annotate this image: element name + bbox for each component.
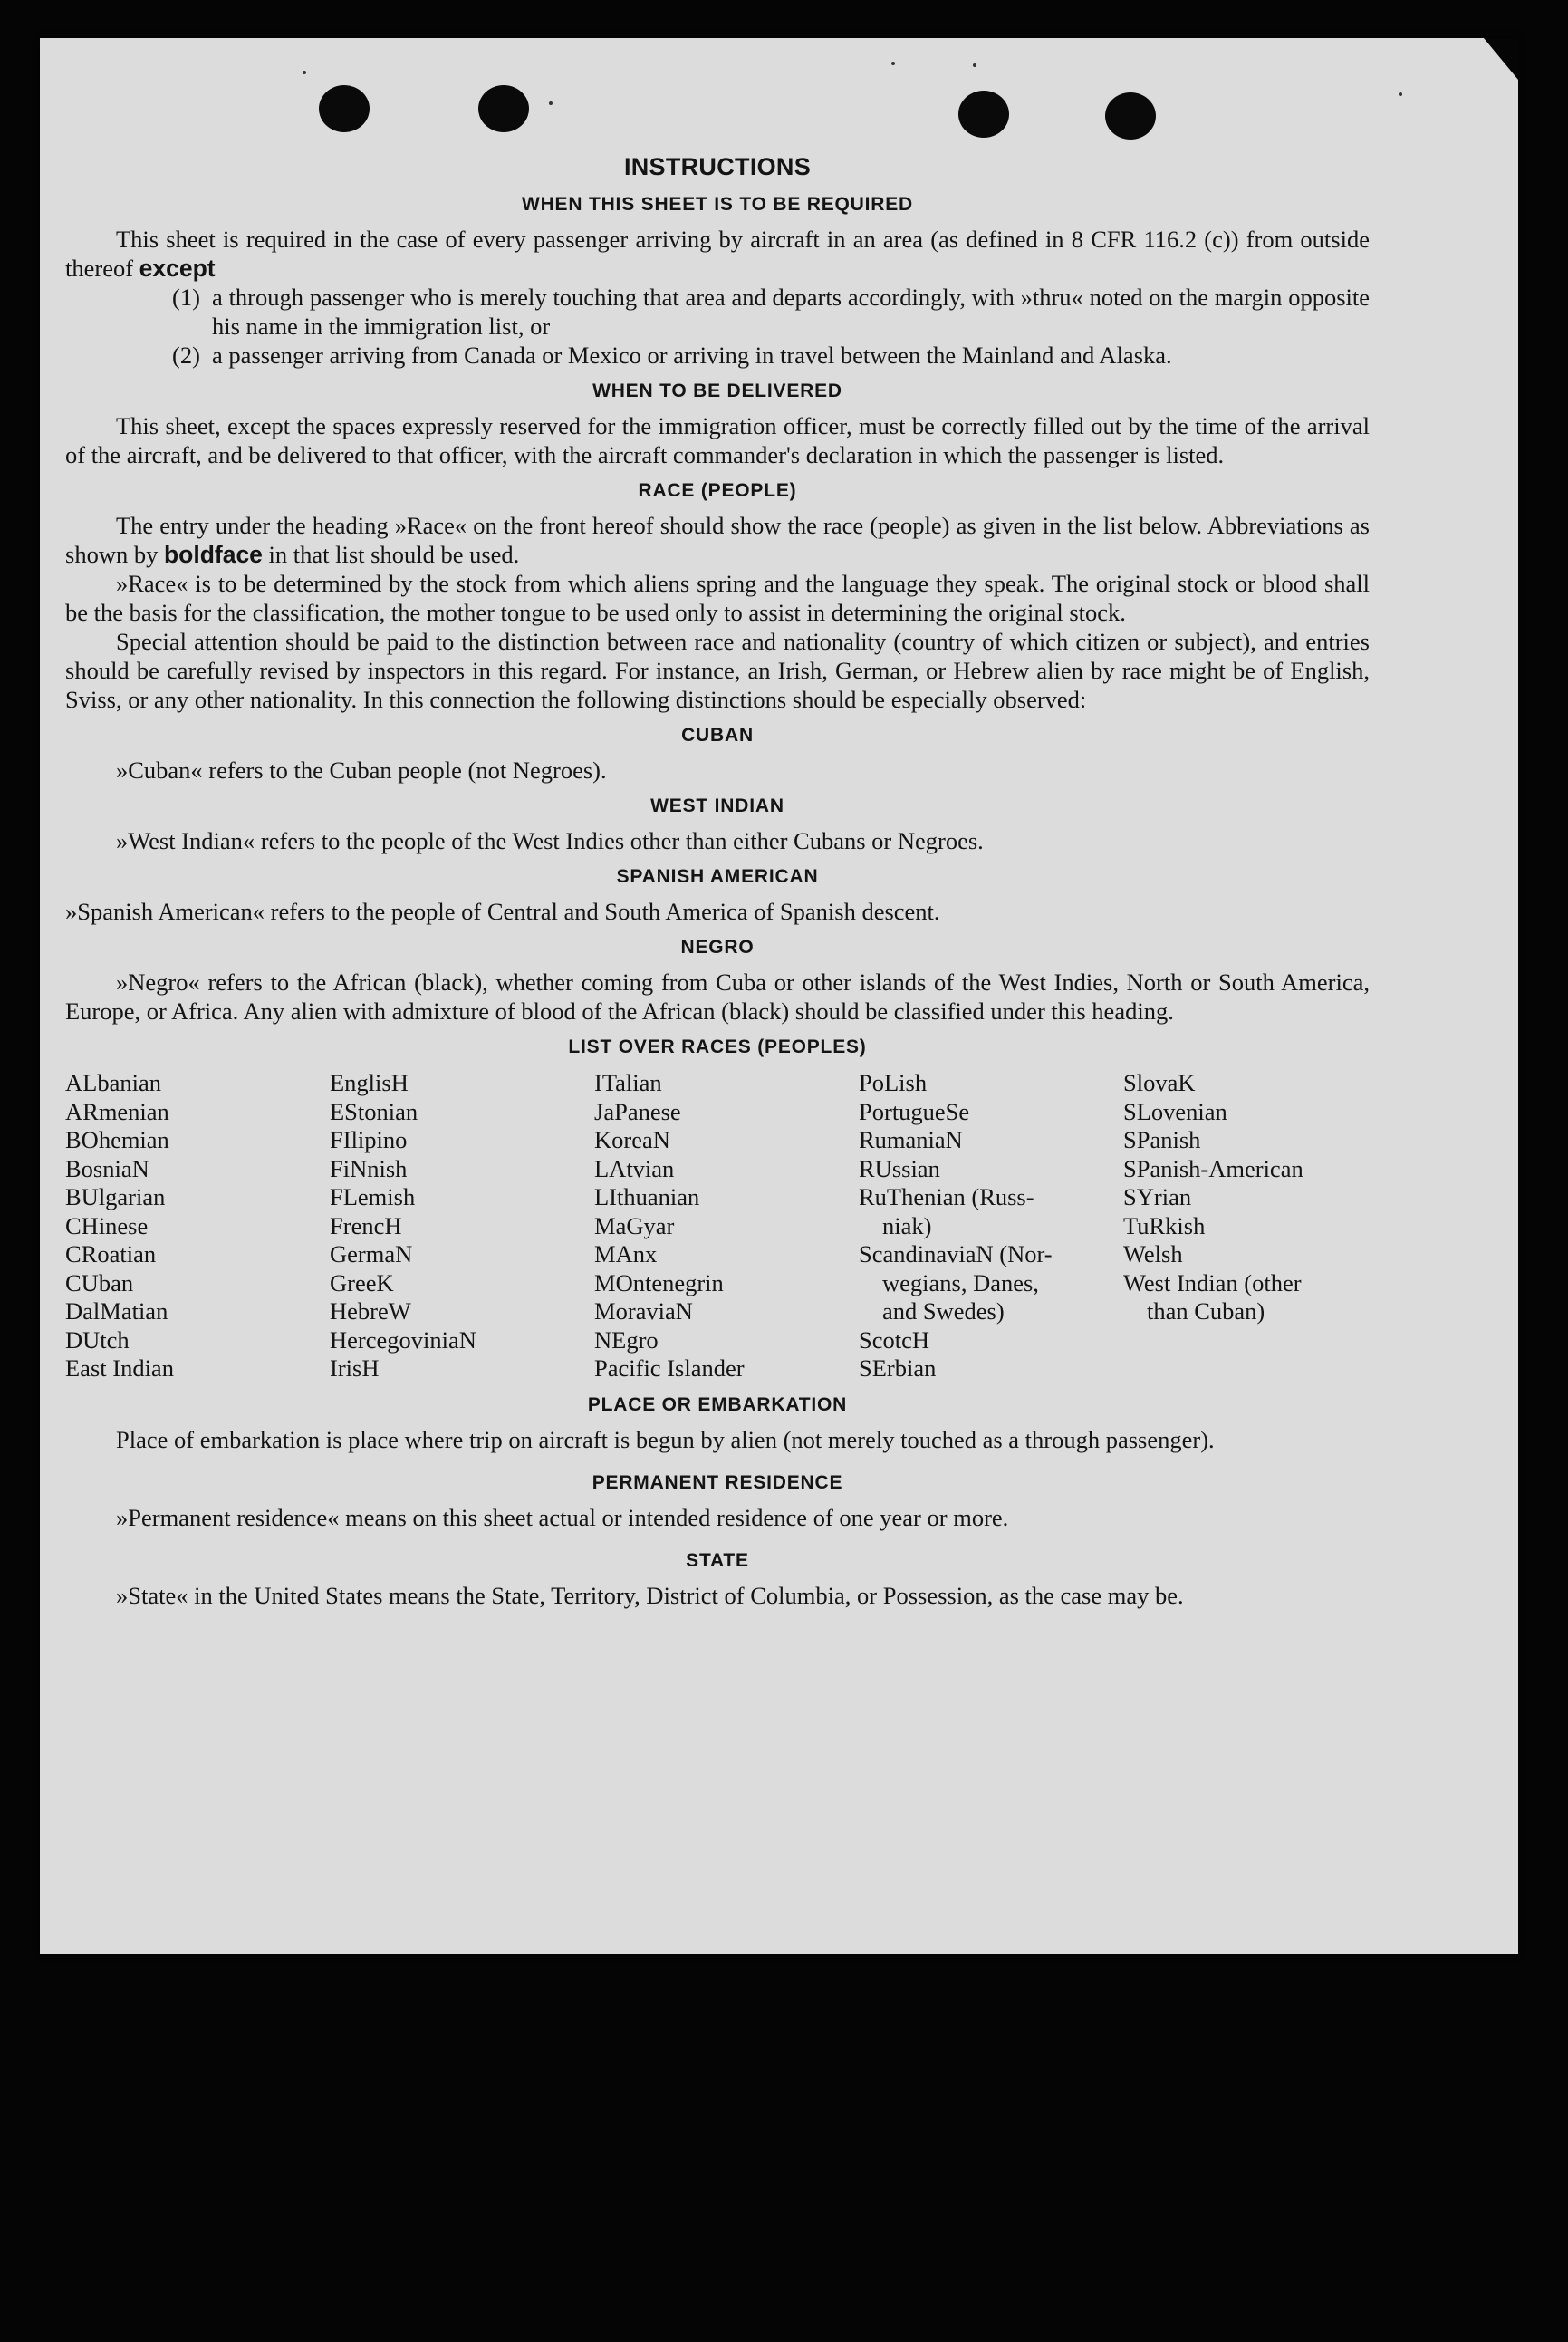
boldface-keyword: boldface bbox=[163, 541, 263, 568]
race-entry: DUtch bbox=[65, 1325, 130, 1354]
west-indian-text: »West Indian« refers to the people of the West Indies other than either Cubans or Negroes. bbox=[116, 827, 984, 854]
race-entry: SYrian bbox=[1123, 1183, 1192, 1210]
race-entry: SPanish bbox=[1123, 1126, 1201, 1153]
race-entry: MAnx bbox=[594, 1240, 658, 1267]
race-entry: FLemish bbox=[330, 1183, 416, 1210]
negro-text: »Negro« refers to the African (black), whether coming from Cuba or other islands of the West Indies, North or South America, Europe, or Africa. Any alien with admixture of blood of the African (black) should be classified under this heading. bbox=[65, 969, 1370, 1025]
race-entry: PortugueSe bbox=[859, 1097, 970, 1125]
race-entry-continued: niak) bbox=[882, 1211, 932, 1239]
race-entry: RUssian bbox=[859, 1154, 940, 1182]
dust-speck bbox=[549, 101, 553, 105]
race-list bbox=[65, 1069, 1370, 1383]
exception-2: a passenger arriving from Canada or Mexico or arriving in travel between the Mainland and Alaska. bbox=[212, 342, 1172, 369]
heading-cuban: CUBAN bbox=[681, 725, 754, 746]
race-entry: Welsh bbox=[1123, 1240, 1183, 1267]
race-entry: ScandinaviaN (Nor- bbox=[859, 1240, 1053, 1267]
race-entry: LAtvian bbox=[594, 1154, 675, 1182]
heading-race-list: LIST OVER RACES (PEOPLES) bbox=[568, 1036, 867, 1057]
state-text: »State« in the United States means the State, Territory, District of Columbia, or Possession, as the case may be. bbox=[116, 1581, 1184, 1609]
dust-speck bbox=[303, 71, 306, 74]
race-entry: EStonian bbox=[330, 1097, 418, 1125]
race-column-1 bbox=[65, 1069, 330, 1383]
race-entry: GermaN bbox=[330, 1240, 413, 1267]
heading-west-indian: WEST INDIAN bbox=[650, 795, 784, 816]
race-entry: CHinese bbox=[65, 1211, 149, 1239]
punch-hole-4 bbox=[1105, 92, 1156, 140]
race-column-4 bbox=[859, 1069, 1123, 1383]
race-entry: LIthuanian bbox=[594, 1183, 700, 1210]
race-entry: MoraviaN bbox=[594, 1297, 693, 1325]
race-entry: EnglisH bbox=[330, 1069, 409, 1096]
cuban-text: »Cuban« refers to the Cuban people (not Negroes). bbox=[116, 757, 607, 784]
race-entry: CUban bbox=[65, 1268, 134, 1296]
race-entry: DalMatian bbox=[65, 1297, 168, 1325]
race-entry: West Indian (other bbox=[1123, 1268, 1302, 1296]
race-entry: SlovaK bbox=[1123, 1069, 1196, 1096]
document-page bbox=[40, 38, 1518, 1954]
race-entry: CRoatian bbox=[65, 1240, 157, 1267]
race-entry: Pacific Islander bbox=[594, 1354, 745, 1382]
race-entry: JaPanese bbox=[594, 1097, 681, 1125]
race-entry: RumaniaN bbox=[859, 1126, 963, 1153]
punch-hole-1 bbox=[319, 85, 370, 132]
exception-1: a through passenger who is merely touching that area and departs accordingly, with »thru« noted on the margin opposite his name in the immigration list, or bbox=[212, 284, 1370, 340]
required-intro: This sheet is required in the case of every passenger arriving by aircraft in an area (as defined in 8 CFR 116.2 (c)) from outside thereof except bbox=[65, 226, 1370, 282]
delivered-text: This sheet, except the spaces expressly reserved for the immigration officer, must be correctly filled out by the time of the arrival of the aircraft, and be delivered to that officer, with the aircraft commander's declaration in which the passenger is listed. bbox=[65, 412, 1370, 468]
race-paragraph-2: »Race« is to be determined by the stock from which aliens spring and the language they speak. The original stock or blood shall be the basis for the classification, the mother tongue to be used only to assist in determining the original stock. bbox=[65, 570, 1370, 626]
race-column-3 bbox=[594, 1069, 859, 1383]
race-entry: RuThenian (Russ- bbox=[859, 1183, 1034, 1210]
heading-required: WHEN THIS SHEET IS TO BE REQUIRED bbox=[521, 194, 914, 215]
race-entry: ALbanian bbox=[65, 1069, 161, 1096]
heading-delivered: WHEN TO BE DELIVERED bbox=[592, 381, 842, 401]
dust-speck bbox=[891, 62, 895, 65]
race-entry: MaGyar bbox=[594, 1211, 675, 1239]
race-entry: BOhemian bbox=[65, 1126, 169, 1153]
spanish-american-text: »Spanish American« refers to the people of Central and South America of Spanish descent. bbox=[65, 898, 940, 925]
race-entry: ScotcH bbox=[859, 1325, 930, 1354]
race-entry: SErbian bbox=[859, 1354, 937, 1382]
race-entry: PoLish bbox=[859, 1069, 928, 1096]
race-paragraph-1: The entry under the heading »Race« on the front hereof should show the race (people) as given in the list below. Abbreviations as shown by boldface in that list should be used. bbox=[65, 512, 1370, 568]
race-entry: GreeK bbox=[330, 1268, 394, 1296]
heading-race: RACE (PEOPLE) bbox=[638, 480, 797, 501]
race-entry: KoreaN bbox=[594, 1126, 670, 1153]
race-entry: FrencH bbox=[330, 1211, 402, 1239]
race-column-2 bbox=[330, 1069, 594, 1383]
heading-embarkation: PLACE OR EMBARKATION bbox=[587, 1393, 848, 1415]
race-entry: SPanish-American bbox=[1123, 1154, 1303, 1182]
race-entry: TuRkish bbox=[1123, 1211, 1206, 1239]
except-keyword: except bbox=[139, 255, 216, 282]
punch-hole-2 bbox=[478, 85, 529, 132]
race-column-5 bbox=[1123, 1069, 1370, 1383]
list-item: (2) a passenger arriving from Canada or Mexico or arriving in travel between the Mainland and Alaska. bbox=[172, 341, 1370, 370]
list-item: (1) a through passenger who is merely touching that area and departs accordingly, with »thru« noted on the margin opposite his name in the immigration list, or bbox=[172, 284, 1370, 340]
instructions-content bbox=[65, 147, 1370, 1610]
race-entry: NEgro bbox=[594, 1325, 659, 1354]
race-paragraph-3: Special attention should be paid to the distinction between race and nationality (country of which citizen or subject), and entries should be carefully revised by inspectors in this regard. For instance, an Irish, German, or Hebrew alien by race might be of English, Sviss, or any other nationality. In this connection the following distinctions should be especially observed: bbox=[65, 628, 1370, 713]
page-title: INSTRUCTIONS bbox=[623, 153, 812, 180]
punch-hole-3 bbox=[958, 91, 1009, 138]
race-entry: IrisH bbox=[330, 1354, 380, 1382]
residence-text: »Permanent residence« means on this sheet actual or intended residence of one year or more. bbox=[116, 1503, 1009, 1531]
race-entry: ARmenian bbox=[65, 1097, 169, 1125]
race-entry-continued: and Swedes) bbox=[882, 1297, 1005, 1325]
embarkation-text: Place of embarkation is place where trip on aircraft is begun by alien (not merely touched as a through passenger). bbox=[116, 1425, 1215, 1453]
race-entry: HercegoviniaN bbox=[330, 1325, 476, 1354]
race-entry-continued: wegians, Danes, bbox=[882, 1268, 1039, 1296]
race-entry: FIlipino bbox=[330, 1126, 408, 1153]
race-entry: FiNnish bbox=[330, 1154, 408, 1182]
race-entry: SLovenian bbox=[1123, 1097, 1227, 1125]
race-entry: BosniaN bbox=[65, 1154, 149, 1182]
race-entry: ITalian bbox=[594, 1069, 662, 1096]
heading-negro: NEGRO bbox=[680, 937, 755, 958]
heading-state: STATE bbox=[686, 1549, 749, 1571]
race-entry: HebreW bbox=[330, 1297, 411, 1325]
heading-spanish-american: SPANISH AMERICAN bbox=[616, 866, 819, 887]
race-entry: BUlgarian bbox=[65, 1183, 166, 1210]
race-entry: East Indian bbox=[65, 1354, 174, 1382]
torn-corner bbox=[1484, 38, 1518, 80]
heading-residence: PERMANENT RESIDENCE bbox=[592, 1471, 843, 1493]
dust-speck bbox=[1399, 92, 1402, 96]
race-entry-continued: than Cuban) bbox=[1147, 1297, 1265, 1325]
dust-speck bbox=[973, 63, 976, 67]
race-entry: MOntenegrin bbox=[594, 1268, 724, 1296]
